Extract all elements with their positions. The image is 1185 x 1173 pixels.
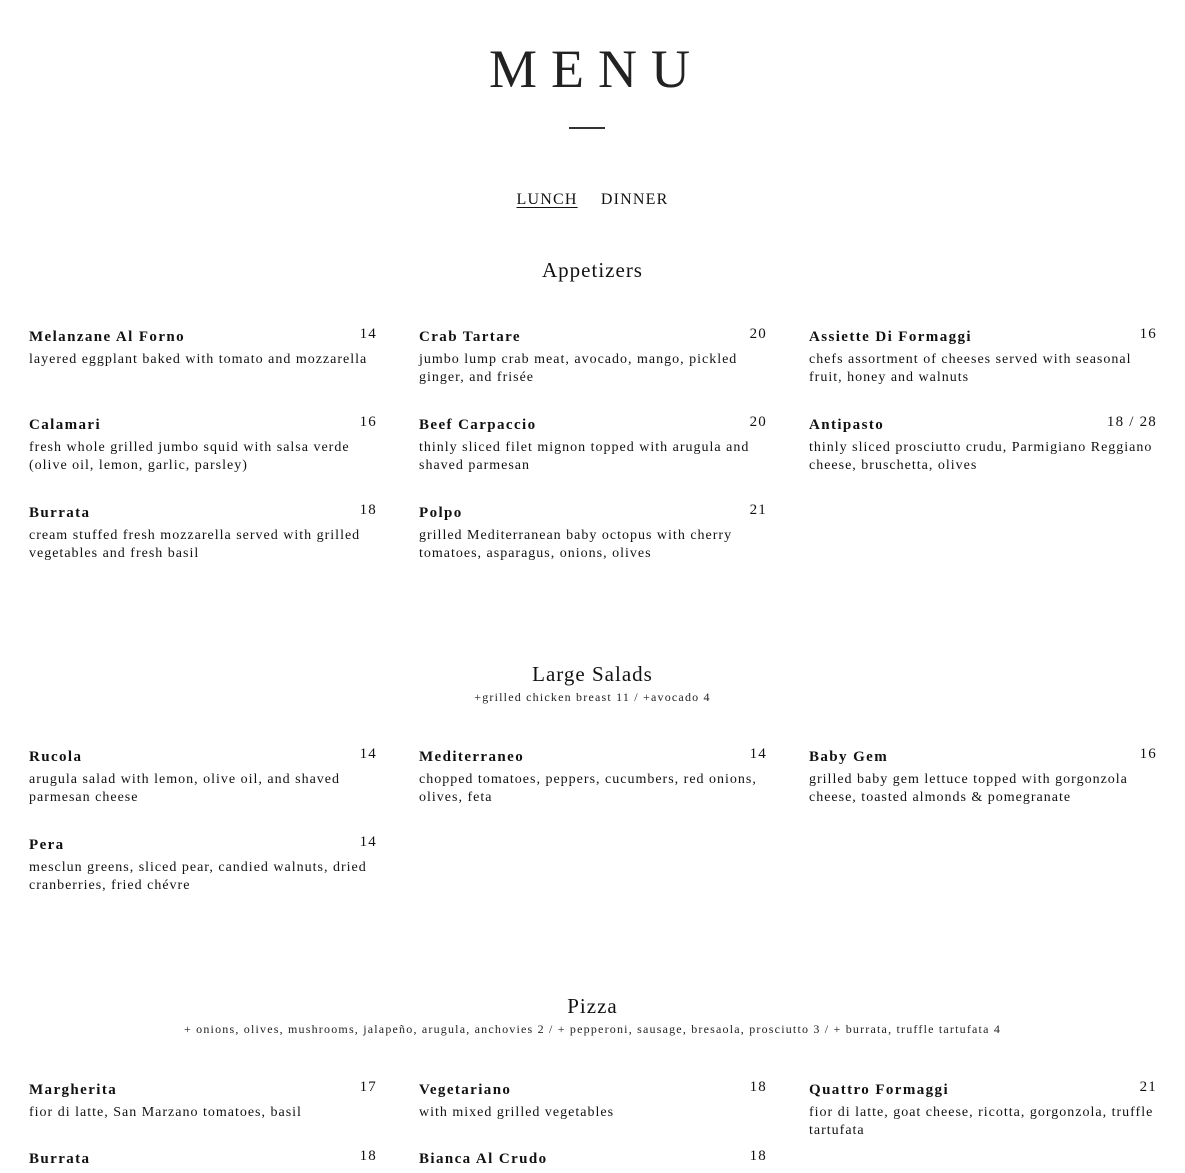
item-description: fresh whole grilled jumbo squid with salsa verde (olive oil, lemon, garlic, parsley) <box>29 440 350 473</box>
item-price: 14 <box>749 746 767 762</box>
menu-item <box>29 748 377 807</box>
item-description: with mixed grilled vegetables <box>419 1105 615 1120</box>
item-description: arugula salad with lemon, olive oil, and shaved parmesan cheese <box>29 772 340 805</box>
item-description: thinly sliced filet mignon topped with arugula and shaved parmesan <box>419 440 750 473</box>
item-description: chopped tomatoes, peppers, cucumbers, red onions, olives, feta <box>419 772 757 805</box>
item-price: 20 <box>749 414 767 430</box>
item-price: 21 <box>749 502 767 518</box>
item-price: 20 <box>749 326 767 342</box>
menu-item <box>419 1150 767 1168</box>
item-name: Quattro Formaggi <box>809 1082 950 1098</box>
item-price: 18 <box>749 1148 767 1164</box>
item-description: fior di latte, San Marzano tomatoes, basil <box>29 1105 302 1120</box>
item-description: cream stuffed fresh mozzarella served with grilled vegetables and fresh basil <box>29 528 361 561</box>
menu-tabs <box>0 191 1185 209</box>
item-price: 14 <box>359 834 377 850</box>
item-name: Antipasto <box>809 417 885 433</box>
menu-item <box>419 504 767 563</box>
item-price: 18 <box>359 502 377 518</box>
item-name: Mediterraneo <box>419 749 525 765</box>
item-name: Crab Tartare <box>419 329 521 345</box>
page-title: MENU <box>489 39 704 99</box>
item-price: 18 / 28 <box>1106 414 1157 430</box>
item-price: 14 <box>359 746 377 762</box>
item-name: Burrata <box>29 505 91 521</box>
tab-lunch[interactable]: LUNCH <box>516 191 578 208</box>
item-price: 18 <box>749 1079 767 1095</box>
item-name: Calamari <box>29 417 102 433</box>
section-title-pizza: Pizza <box>567 994 618 1018</box>
item-name: Assiette Di Formaggi <box>809 329 972 345</box>
item-description: grilled baby gem lettuce topped with gorgonzola cheese, toasted almonds & pomegranate <box>809 772 1128 805</box>
item-description: grilled Mediterranean baby octopus with cherry tomatoes, asparagus, onions, olives <box>419 528 733 561</box>
item-description: chefs assortment of cheeses served with seasonal fruit, honey and walnuts <box>809 352 1132 385</box>
menu-item <box>29 1150 377 1168</box>
menu-item <box>29 328 377 369</box>
item-name: Beef Carpaccio <box>419 417 537 433</box>
item-name: Polpo <box>419 505 463 521</box>
item-name: Rucola <box>29 749 83 765</box>
title-divider <box>569 127 605 129</box>
item-price: 17 <box>359 1079 377 1095</box>
section-title-large-salads: Large Salads <box>532 662 653 686</box>
item-name: Bianca Al Crudo <box>419 1151 548 1167</box>
menu-item <box>419 748 767 807</box>
menu-item <box>419 416 767 475</box>
item-description: jumbo lump crab meat, avocado, mango, pickled ginger, and frisée <box>419 352 738 385</box>
item-name: Burrata <box>29 1151 91 1167</box>
item-description: fior di latte, goat cheese, ricotta, gorgonzola, truffle tartufata <box>809 1105 1154 1138</box>
menu-item <box>29 504 377 563</box>
item-price: 21 <box>1139 1079 1157 1095</box>
section-note-pizza: + onions, olives, mushrooms, jalapeño, arugula, anchovies 2 / + pepperoni, sausage, bresaola, prosciutto 3 / + burrata, truffle tartufata 4 <box>183 1022 1002 1036</box>
item-name: Margherita <box>29 1082 118 1098</box>
item-name: Pera <box>29 837 65 853</box>
menu-item <box>809 1081 1157 1140</box>
menu-item <box>419 328 767 387</box>
item-description: thinly sliced prosciutto crudu, Parmigiano Reggiano cheese, bruschetta, olives <box>809 440 1153 473</box>
menu-item <box>29 1081 377 1122</box>
item-name: Vegetariano <box>419 1082 512 1098</box>
item-price: 16 <box>359 414 377 430</box>
item-name: Baby Gem <box>809 749 889 765</box>
item-name: Melanzane Al Forno <box>29 329 186 345</box>
menu-item <box>809 416 1157 475</box>
menu-item <box>29 836 377 895</box>
menu-item <box>29 416 377 475</box>
item-description: mesclun greens, sliced pear, candied walnuts, dried cranberries, fried chévre <box>29 860 367 893</box>
item-price: 16 <box>1139 746 1157 762</box>
tab-dinner[interactable]: DINNER <box>600 191 669 208</box>
menu-item <box>809 328 1157 387</box>
item-price: 18 <box>359 1148 377 1164</box>
menu-item <box>419 1081 767 1122</box>
section-note-large-salads: +grilled chicken breast 11 / +avocado 4 <box>474 690 711 704</box>
item-price: 14 <box>359 326 377 342</box>
item-description: layered eggplant baked with tomato and mozzarella <box>29 352 368 367</box>
menu-item <box>809 748 1157 807</box>
section-title-appetizers: Appetizers <box>542 258 643 282</box>
item-price: 16 <box>1139 326 1157 342</box>
